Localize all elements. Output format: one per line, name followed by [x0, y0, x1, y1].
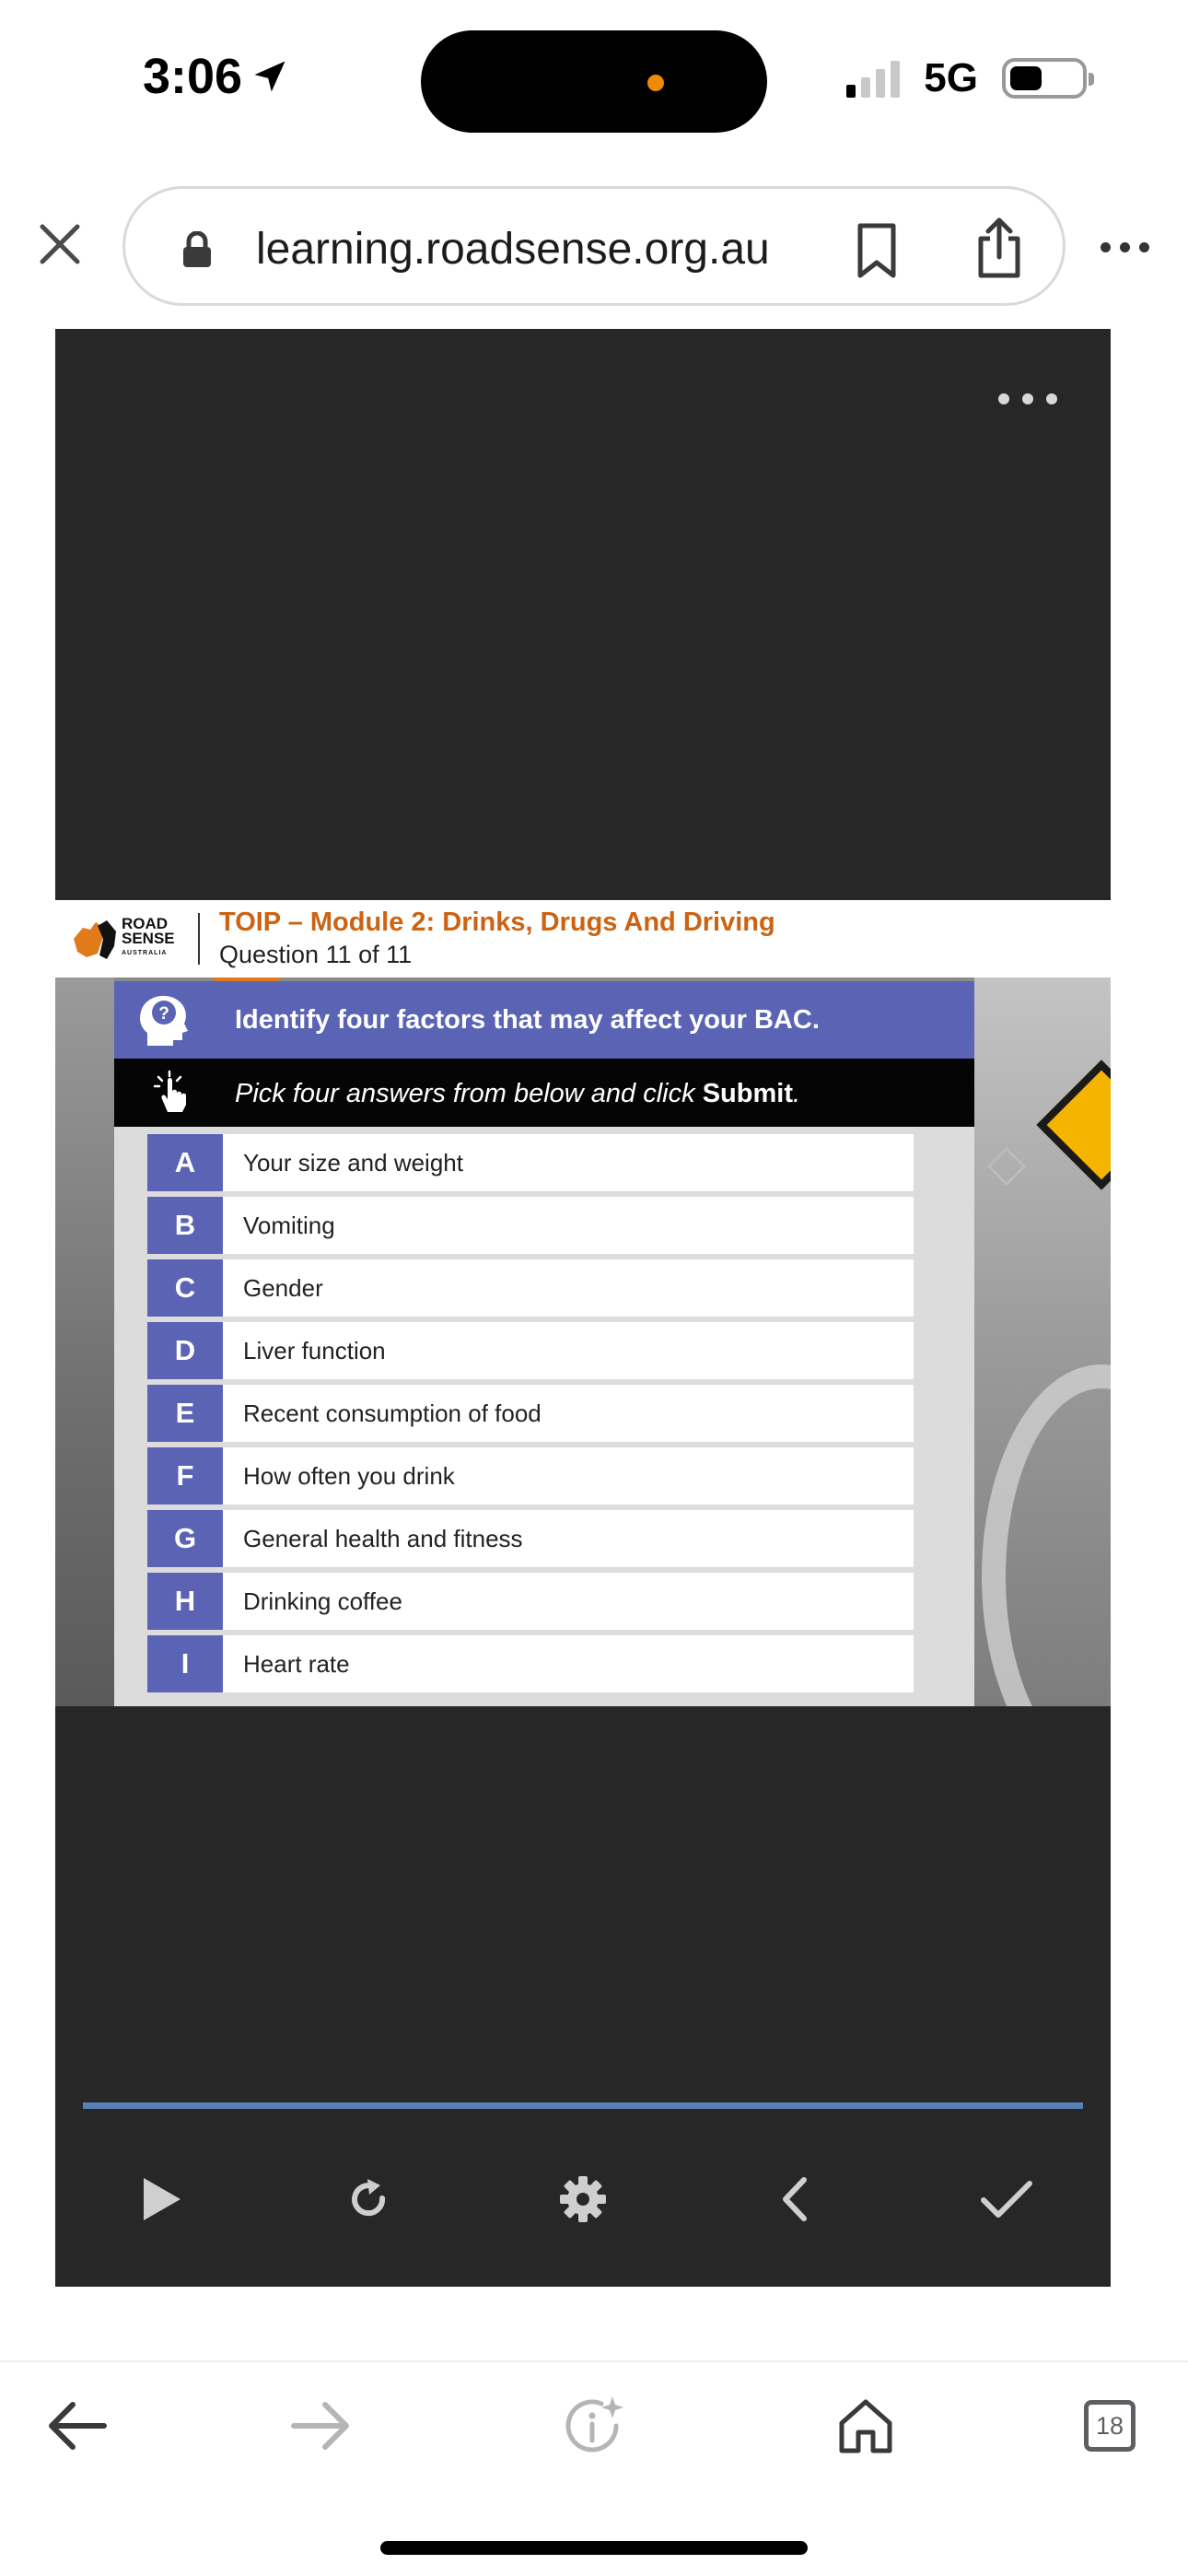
option-h[interactable]: [147, 1573, 914, 1630]
answer-options: [147, 1134, 914, 1698]
arrow-left-icon: [47, 2401, 108, 2451]
url-text[interactable]: learning.roadsense.org.au: [256, 225, 770, 274]
tabs-button[interactable]: [1073, 2389, 1147, 2463]
submit-keyword: Submit: [702, 1079, 793, 1108]
background-road-left: [55, 978, 114, 1706]
close-icon[interactable]: [37, 221, 83, 267]
roadsense-logo: [70, 911, 186, 966]
option-label: Heart rate: [223, 1635, 914, 1692]
back-icon: [778, 2176, 811, 2222]
option-d[interactable]: [147, 1322, 914, 1379]
status-indicators: [846, 55, 1087, 101]
option-label: Gender: [223, 1259, 914, 1317]
option-letter: E: [147, 1385, 223, 1442]
road-curve-graphic: [982, 1364, 1111, 1706]
tabs-count-icon: 18: [1084, 2400, 1136, 2452]
submit-button[interactable]: [974, 2167, 1039, 2231]
option-letter: F: [147, 1447, 223, 1505]
option-letter: A: [147, 1134, 223, 1191]
head-question-icon: [134, 990, 195, 1051]
home-icon: [837, 2397, 894, 2454]
option-label: Your size and weight: [223, 1134, 914, 1191]
toolbar-divider: [0, 2360, 1188, 2362]
header-divider: [198, 913, 200, 965]
option-a[interactable]: [147, 1134, 914, 1191]
player-menu-icon[interactable]: [998, 393, 1057, 404]
arrow-right-icon: [290, 2401, 351, 2451]
option-letter: D: [147, 1322, 223, 1379]
share-icon[interactable]: [973, 217, 1025, 279]
question-counter: Question 11 of 11: [219, 941, 413, 968]
option-label: Recent consumption of food: [223, 1385, 914, 1442]
back-button[interactable]: [41, 2389, 114, 2463]
australia-map-icon: [70, 919, 120, 963]
replay-icon: [345, 2176, 391, 2222]
forward-button[interactable]: [284, 2389, 357, 2463]
logo-text: ROAD SENSE AUSTRALIA: [122, 915, 175, 956]
option-letter: I: [147, 1635, 223, 1692]
replay-button[interactable]: [336, 2167, 401, 2231]
more-options-icon[interactable]: [1101, 242, 1149, 252]
option-label: Liver function: [223, 1322, 914, 1379]
option-letter: G: [147, 1510, 223, 1567]
home-button[interactable]: [829, 2389, 903, 2463]
hand-pointer-icon: [149, 1070, 195, 1116]
battery-icon: [1002, 58, 1087, 99]
option-label: Drinking coffee: [223, 1573, 914, 1630]
page-info-button[interactable]: [559, 2389, 633, 2463]
option-i[interactable]: [147, 1635, 914, 1692]
player-top-area: [55, 329, 1111, 900]
option-c[interactable]: [147, 1259, 914, 1317]
submit-check-icon: [980, 2178, 1033, 2220]
option-e[interactable]: [147, 1385, 914, 1442]
previous-button[interactable]: [763, 2167, 827, 2231]
settings-button[interactable]: [551, 2167, 615, 2231]
address-bar[interactable]: [122, 186, 1066, 306]
option-label: General health and fitness: [223, 1510, 914, 1567]
question-text: Identify four factors that may affect your BAC.: [235, 1005, 820, 1035]
slide-header: [55, 900, 1111, 978]
option-letter: C: [147, 1259, 223, 1317]
network-type: 5G: [924, 55, 978, 100]
svg-text:?: ?: [158, 1004, 169, 1024]
instruction-text: Pick four answers from below and click Submit.: [235, 1079, 801, 1108]
lock-icon: [181, 231, 214, 268]
privacy-indicator-dot: [647, 75, 664, 91]
cellular-signal-icon: [846, 59, 900, 98]
option-letter: H: [147, 1573, 223, 1630]
question-panel: [114, 981, 974, 1706]
question-bar: [114, 981, 974, 1059]
info-sparkle-icon: [561, 2391, 631, 2461]
option-f[interactable]: [147, 1447, 914, 1505]
progress-bar[interactable]: [83, 2102, 1083, 2109]
location-arrow-icon: [250, 56, 290, 97]
bookmark-icon[interactable]: [856, 222, 898, 279]
option-g[interactable]: [147, 1510, 914, 1567]
option-letter: B: [147, 1197, 223, 1254]
status-time: [143, 48, 290, 105]
instruction-bar: [114, 1059, 974, 1127]
play-button[interactable]: [129, 2167, 193, 2231]
module-title: TOIP – Module 2: Drinks, Drugs And Driving: [219, 907, 775, 937]
settings-icon: [558, 2174, 608, 2224]
clock-text: 3:06: [143, 49, 243, 104]
option-b[interactable]: [147, 1197, 914, 1254]
play-icon: [140, 2176, 182, 2222]
option-label: Vomiting: [223, 1197, 914, 1254]
home-indicator[interactable]: [380, 2541, 808, 2555]
dynamic-island: [421, 30, 767, 133]
option-label: How often you drink: [223, 1447, 914, 1505]
player-controls-area: [55, 1706, 1111, 2287]
slide-body: [55, 978, 1111, 1706]
